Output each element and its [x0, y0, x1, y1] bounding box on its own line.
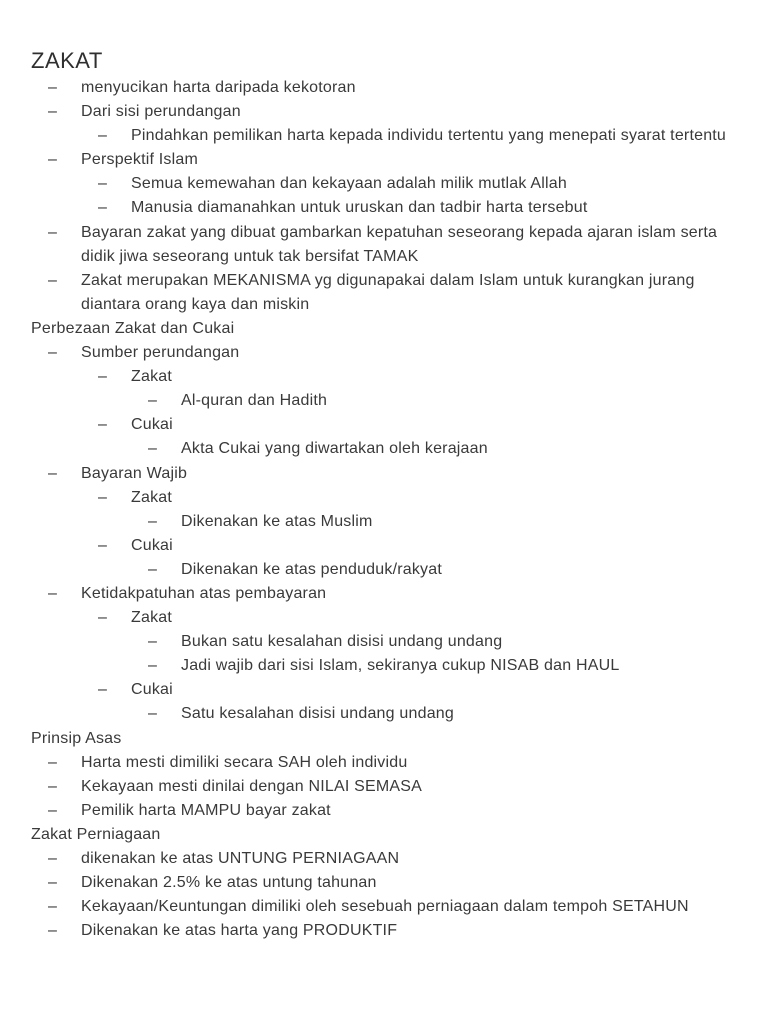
list-item: [31, 799, 741, 823]
list-item-text: Jadi wajib dari sisi Islam, sekiranya cukup NISAB dan HAUL: [181, 657, 620, 675]
dash-bullet-icon: –: [48, 584, 58, 602]
dash-bullet-icon: –: [48, 850, 58, 867]
list-item: [31, 919, 741, 943]
list-item-text: Sumber perundangan: [81, 344, 240, 362]
list-item-text: Pindahkan pemilikan harta kepada individu tertentu yang menepati syarat tertentu: [131, 127, 727, 145]
dash-bullet-icon: –: [48, 223, 58, 241]
list-item: [31, 269, 741, 317]
list-item: [31, 871, 741, 895]
perniagaan-list: [31, 847, 741, 943]
list-item-text: Cukai: [131, 681, 173, 699]
dash-bullet-icon: –: [98, 681, 108, 699]
list-item: [31, 895, 741, 919]
dash-bullet-icon: –: [48, 344, 58, 362]
list-item-text: Dikenakan ke atas harta yang PRODUKTIF: [81, 922, 398, 940]
section-heading-perniagaan: Zakat Perniagaan: [31, 825, 161, 843]
list-item-text: Perspektif Islam: [81, 151, 199, 169]
list-item-text: Dikenakan ke atas Muslim: [181, 512, 373, 530]
list-item-text: Zakat: [131, 609, 173, 627]
dash-bullet-icon: –: [98, 536, 108, 554]
list-item: [31, 365, 741, 389]
list-item: [31, 534, 741, 558]
dash-bullet-icon: –: [48, 898, 58, 916]
list-item-text: Cukai: [131, 536, 173, 554]
list-item-text: dikenakan ke atas UNTUNG PERNIAGAAN: [81, 850, 400, 867]
list-item: [31, 702, 741, 726]
dash-bullet-icon: –: [98, 609, 108, 627]
list-item-text: Bukan satu kesalahan disisi undang undang: [181, 633, 503, 651]
list-item: [31, 172, 741, 196]
dash-bullet-icon: –: [48, 151, 58, 169]
dash-bullet-icon: –: [148, 560, 158, 578]
dash-bullet-icon: –: [98, 199, 108, 217]
list-item-text: Dikenakan ke atas penduduk/rakyat: [181, 560, 442, 578]
list-item: [31, 124, 741, 148]
dash-bullet-icon: –: [148, 392, 158, 410]
dash-bullet-icon: –: [48, 753, 58, 771]
dash-bullet-icon: –: [48, 464, 58, 482]
list-item: [31, 847, 741, 871]
list-item: [31, 510, 741, 534]
dash-bullet-icon: –: [48, 777, 58, 795]
list-item: [31, 678, 741, 702]
list-item: [31, 751, 741, 775]
document-page: [31, 46, 741, 943]
perbezaan-list: [31, 341, 741, 727]
list-item-text: Kekayaan/Keuntungan dimiliki oleh sesebuah perniagaan dalam tempoh SETAHUN: [81, 898, 689, 916]
list-item-text: Semua kemewahan dan kekayaan adalah milik mutlak Allah: [131, 175, 567, 193]
list-item-text: Cukai: [131, 416, 173, 434]
list-item-text: Akta Cukai yang diwartakan oleh kerajaan: [181, 440, 488, 458]
dash-bullet-icon: –: [148, 512, 158, 530]
dash-bullet-icon: –: [148, 440, 158, 458]
list-item: [31, 437, 741, 461]
list-item: [31, 630, 741, 654]
section-heading-perbezaan: Perbezaan Zakat dan Cukai: [31, 319, 235, 337]
list-item-text: Ketidakpatuhan atas pembayaran: [81, 584, 327, 602]
list-item-text: Manusia diamanahkan untuk uruskan dan tadbir harta tersebut: [131, 199, 588, 217]
list-item: [31, 341, 741, 365]
list-item-text: Satu kesalahan disisi undang undang: [181, 705, 454, 723]
dash-bullet-icon: –: [98, 368, 108, 386]
list-item-text: Harta mesti dimiliki secara SAH oleh individu: [81, 753, 408, 771]
dash-bullet-icon: –: [48, 79, 58, 96]
list-item: [31, 582, 741, 606]
dash-bullet-icon: –: [48, 271, 58, 289]
dash-bullet-icon: –: [98, 127, 108, 145]
dash-bullet-icon: –: [148, 705, 158, 723]
list-item-text: Bayaran Wajib: [81, 464, 188, 482]
zakat-definition-list: [31, 76, 741, 317]
list-item-text: Bayaran zakat yang dibuat gambarkan kepatuhan seseorang kepada ajaran islam serta didik jiwa seseorang untuk tak bersifat TAMAK: [81, 223, 718, 265]
list-item: [31, 196, 741, 220]
list-item-text: Zakat: [131, 368, 173, 386]
list-item: [31, 606, 741, 630]
document-title: ZAKAT: [31, 48, 103, 73]
dash-bullet-icon: –: [98, 416, 108, 434]
list-item-text: Al-quran dan Hadith: [181, 392, 328, 410]
list-item-text: Zakat: [131, 488, 173, 506]
list-item: [31, 654, 741, 678]
dash-bullet-icon: –: [48, 801, 58, 819]
dash-bullet-icon: –: [98, 488, 108, 506]
list-item: [31, 486, 741, 510]
list-item: [31, 775, 741, 799]
prinsip-list: [31, 751, 741, 823]
dash-bullet-icon: –: [48, 922, 58, 940]
list-item: [31, 413, 741, 437]
dash-bullet-icon: –: [148, 657, 158, 675]
list-item: [31, 462, 741, 486]
dash-bullet-icon: –: [148, 633, 158, 651]
list-item-text: Kekayaan mesti dinilai dengan NILAI SEMASA: [81, 777, 423, 795]
dash-bullet-icon: –: [48, 103, 58, 121]
list-item-text: Dari sisi perundangan: [81, 103, 241, 121]
dash-bullet-icon: –: [98, 175, 108, 193]
list-item: [31, 389, 741, 413]
list-item-text: Dikenakan 2.5% ke atas untung tahunan: [81, 874, 377, 892]
list-item: [31, 558, 741, 582]
list-item: [31, 100, 741, 124]
list-item: [31, 221, 741, 269]
list-item-text: menyucikan harta daripada kekotoran: [81, 79, 356, 96]
list-item-text: Pemilik harta MAMPU bayar zakat: [81, 801, 331, 819]
list-item: [31, 148, 741, 172]
list-item: [31, 76, 741, 100]
list-item-text: Zakat merupakan MEKANISMA yg digunapakai dalam Islam untuk kurangkan jurang diantara orang kaya dan miskin: [81, 271, 695, 313]
section-heading-prinsip: Prinsip Asas: [31, 729, 122, 747]
dash-bullet-icon: –: [48, 874, 58, 892]
